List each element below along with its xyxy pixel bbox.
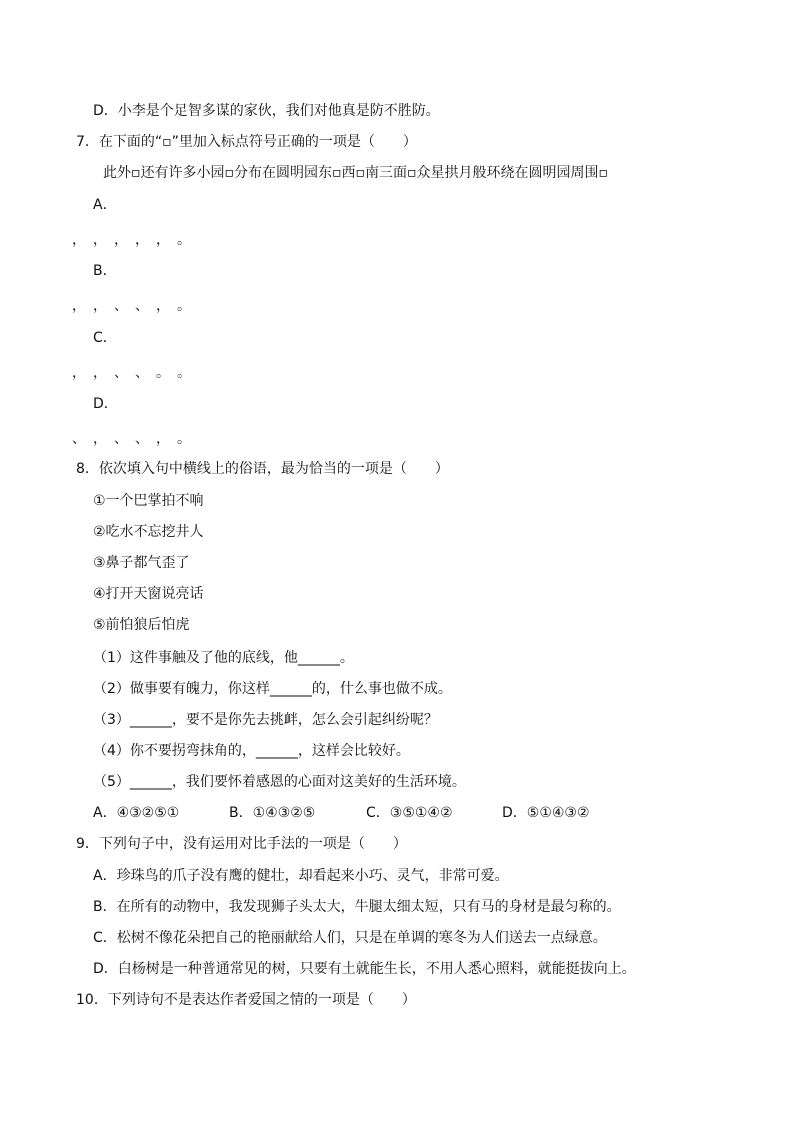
q7-stem: 7．在下面的“▫”里加入标点符号正确的一项是（ ） [76,134,417,150]
q10-stem: 10．下列诗句不是表达作者爱国之情的一项是（ ） [76,992,416,1008]
q9-option-b: B．在所有的动物中，我发现狮子头太大，牛腿太细太短，只有马的身材是最匀称的。 [93,899,621,915]
q7-option-d-label: D． [93,396,118,412]
q6-option-d: D．小李是个足智多谋的家伙，我们对他真是防不胜防。 [93,103,440,119]
q7-option-c-marks: ， ， 、 、 。 。 [72,365,191,381]
q8-sentence-5: （5）______，我们要怀着感恩的心面对这美好的生活环境。 [93,774,466,790]
q8-saying-2: ②吃水不忘挖井人 [93,524,204,540]
q8-sentence-2: （2）做事要有魄力，你这样______的，什么事也做不成。 [93,681,452,697]
q7-option-b-marks: ， ， 、 、 ， 。 [72,298,191,314]
q7-option-a-label: A． [93,197,117,213]
q8-sentence-1: （1）这件事触及了他的底线，他______。 [93,650,354,666]
q7-option-a-marks: ， ， ， ， ， 。 [72,232,191,248]
q7-option-d-marks: 、 ， 、 、 ， 。 [72,431,191,447]
q9-option-c: C．松树不像花朵把自己的艳丽献给人们，只是在单调的寒冬为人们送去一点绿意。 [93,930,607,946]
q9-option-a: A．珍珠鸟的爪子没有鹰的健壮，却看起来小巧、灵气，非常可爱。 [93,868,509,884]
q8-sentence-3: （3）______，要不是你先去挑衅，怎么会引起纠纷呢？ [93,712,438,728]
q8-sentence-4: （4）你不要拐弯抹角的，______，这样会比较好。 [93,743,410,759]
q8-option-a: A．④③②⑤① [93,805,180,821]
q9-option-d: D．白杨树是一种普通常见的树，只要有土就能生长，不用人悉心照料，就能挺拔向上。 [93,961,636,977]
q8-saying-1: ①一个巴掌拍不响 [93,493,204,509]
q7-option-c-label: C． [93,330,117,346]
q9-stem: 9．下列句子中，没有运用对比手法的一项是（ ） [76,836,407,852]
q7-option-b-label: B． [93,263,117,279]
q8-saying-3: ③鼻子都气歪了 [93,555,190,571]
q8-option-c: C．③⑤①④② [366,805,453,821]
q8-stem: 8．依次填入句中横线上的俗语，最为恰当的一项是（ ） [76,461,449,477]
q8-option-b: B．①④③②⑤ [229,805,316,821]
q8-saying-5: ⑤前怕狼后怕虎 [93,617,190,633]
q8-option-d: D．⑤①④③② [502,805,590,821]
q8-saying-4: ④打开天窗说亮话 [93,586,204,602]
q7-passage: 此外▫还有许多小园▫分布在圆明园东▫西▫南三面▫众星拱月般环绕在圆明园周围▫ [103,165,608,181]
